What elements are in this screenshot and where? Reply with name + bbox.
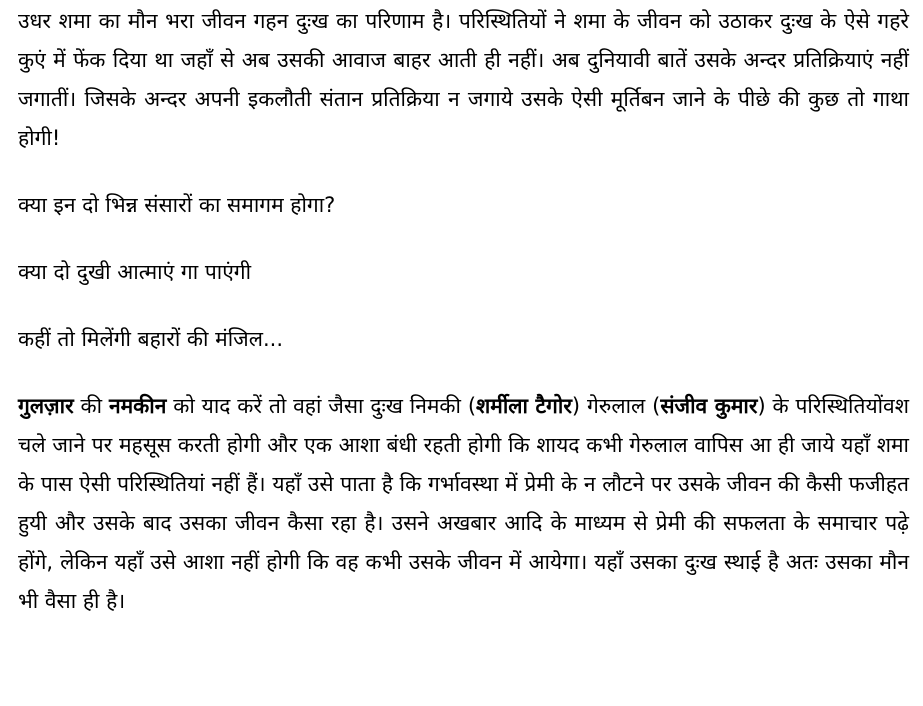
paragraph-text-segment: की: [73, 394, 109, 418]
bold-name-gulzar: गुलज़ार: [18, 394, 74, 418]
paragraph-shama-silence: उधर शमा का मौन भरा जीवन गहन दुःख का परिणाम है। परिस्थितियों ने शमा के जीवन को उठाकर दुःख के ऐसे गहरे कुएं में फेंक दिया था जहाँ से अब उसकी आवाज बाहर आती ही नहीं। अब दुनियावी बातें उसके अन्दर प्रतिक्रियाएं नहीं जगातीं। जिसके अन्दर अपनी इकलौती संतान प्रतिक्रिया न जगाये उसके ऐसी मूर्तिबन जाने के पीछे की कुछ तो गाथा होगी!: [18, 9, 909, 150]
paragraph-text-segment: ) के परिस्थितियोंवश चले जाने पर महसूस करती होगी और एक आशा बंधी रहती होगी कि शायद कभी गेरुलाल वापिस आ ही जाये यहाँ शमा के पास ऐसी परिस्थितियां नहीं हैं। यहाँ उसे पाता है कि गर्भावस्था में प्रेमी के न लौटने पर उसके जीवन की कैसी फजीहत हुयी और उसके बाद उसका जीवन कैसा रहा है। उसने अखबार आदि के माध्यम से प्रेमी की सफलता के समाचार पढ़े होंगे, लेकिन यहाँ उसे आशा नहीं होगी कि वह कभी उसके जीवन में आयेगा। यहाँ उसका दुःख स्थाई है अतः उसका मौन भी वैसा ही है।: [18, 394, 910, 613]
paragraph-text-segment: को याद करें तो वहां जैसा दुःख निमकी (: [166, 394, 477, 418]
paragraph-question-souls: क्या दो दुखी आत्माएं गा पाएंगी: [18, 260, 252, 284]
paragraph-namkeen-comparison: [18, 387, 909, 621]
paragraph-destination: कहीं तो मिलेंगी बहारों की मंजिल...: [18, 327, 284, 351]
paragraph-question-worlds: क्या इन दो भिन्न संसारों का समागम होगा?: [18, 193, 336, 217]
bold-film-namkeen: नमकीन: [108, 394, 167, 418]
paragraph-text-segment: ) गेरुलाल (: [571, 394, 661, 418]
bold-name-sharmila-tagore: शर्मीला टैगोर: [476, 394, 572, 418]
bold-name-sanjeev-kumar: संजीव कुमार: [660, 394, 758, 418]
